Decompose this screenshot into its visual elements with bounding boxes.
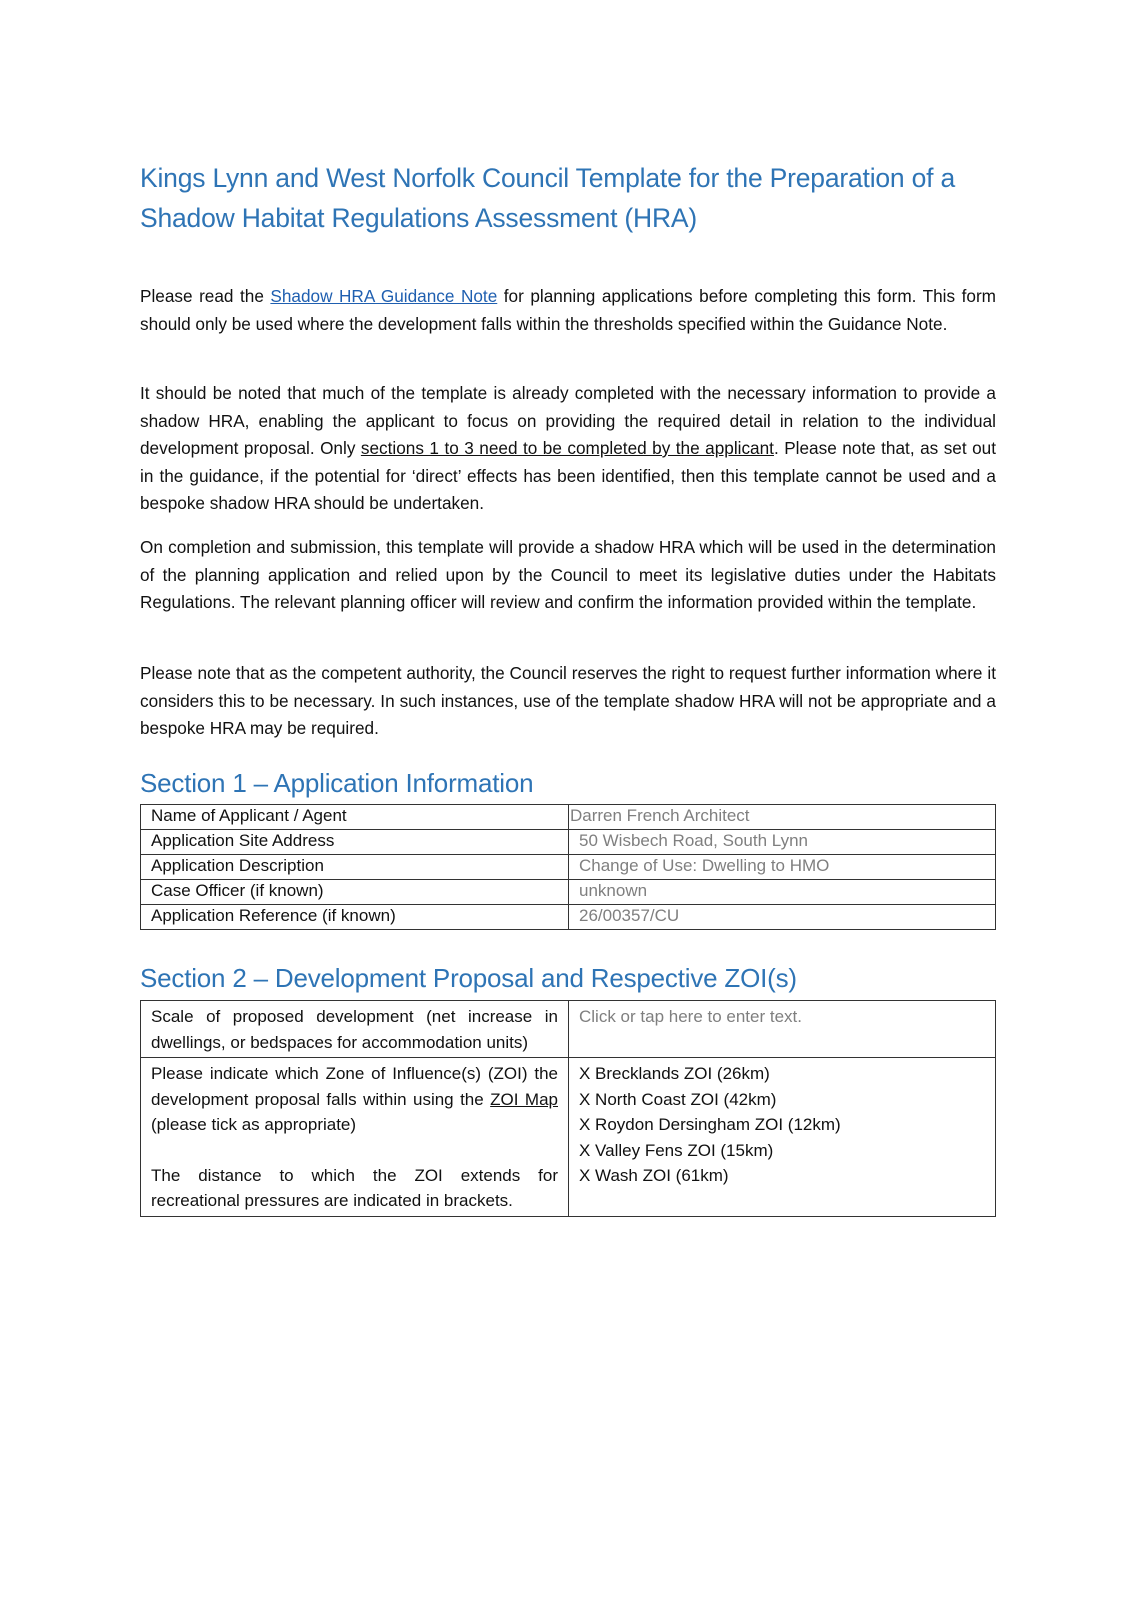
title-line-1: Kings Lynn and West Norfolk Council Template for the Preparation of a	[140, 163, 956, 193]
table-row	[141, 1001, 996, 1058]
applicant-field[interactable]: Darren French Architect	[569, 805, 996, 830]
section-1-heading: Section 1 – Application Information	[140, 768, 534, 798]
reference-field[interactable]: 26/00357/CU	[569, 905, 996, 930]
title-line-2: Shadow Habitat Regulations Assessment (HRA)	[140, 203, 697, 233]
text: It should be noted that much of the template is already completed with the necessary information to provide a shadow HRA, enabling the applicant to focus on providing the required detail in relation to the individual development proposal. Only	[140, 383, 996, 458]
description-field[interactable]: Change of Use: Dwelling to HMO	[569, 855, 996, 880]
case-officer-field[interactable]: unknown	[569, 880, 996, 905]
zoi-option-roydon-dersingham[interactable]: X Roydon Dersingham ZOI (12km)	[579, 1115, 841, 1134]
table-row	[141, 1058, 996, 1217]
zoi-label-cell	[141, 1058, 569, 1217]
intro-paragraph-3: On completion and submission, this template will provide a shadow HRA which will be used in the determination of the planning application and relied upon by the Council to meet its legislative duties under the Habitats Regulations. The relevant planning officer will review and confirm the information provided within the template.	[140, 537, 996, 612]
table-row	[141, 880, 996, 905]
scale-label: Scale of proposed development (net increase in dwellings, or bedspaces for accommodation units)	[141, 1001, 569, 1058]
table-row	[141, 855, 996, 880]
document-title	[140, 158, 1000, 238]
development-proposal-table	[140, 1000, 996, 1217]
zoi-option-valley-fens[interactable]: X Valley Fens ZOI (15km)	[579, 1140, 774, 1160]
site-address-label: Application Site Address	[141, 830, 569, 855]
intro-paragraph-1	[140, 283, 996, 338]
spacer	[151, 1138, 558, 1163]
table-row	[141, 805, 996, 830]
table-row	[141, 905, 996, 930]
text: for planning applications before completing this form. This form should only be used where the development falls within the thresholds specified within the Guidance Note.	[140, 286, 996, 334]
text: Please indicate which Zone of Influence(s) (ZOI) the development proposal falls within using the	[151, 1064, 558, 1109]
application-info-table	[140, 804, 996, 930]
shadow-hra-guidance-link[interactable]: Shadow HRA Guidance Note	[270, 286, 498, 306]
intro-paragraph-4: Please note that as the competent authority, the Council reserves the right to request further information where it considers this to be necessary. In such instances, use of the template shadow HRA will not be appropriate and a bespoke HRA may be required.	[140, 663, 996, 738]
zoi-options-cell	[569, 1058, 996, 1217]
zoi-option-wash[interactable]: X Wash ZOI (61km)	[579, 1166, 729, 1185]
zoi-option-north-coast[interactable]: X North Coast ZOI (42km)	[579, 1089, 777, 1109]
text: Please read the	[140, 286, 271, 306]
table-row	[141, 830, 996, 855]
section-2-heading: Section 2 – Development Proposal and Respective ZOI(s)	[140, 963, 797, 993]
site-address-field[interactable]: 50 Wisbech Road, South Lynn	[569, 830, 996, 855]
applicant-label: Name of Applicant / Agent	[141, 805, 569, 830]
zoi-map-link[interactable]: ZOI Map	[490, 1089, 558, 1109]
sections-note-underlined: sections 1 to 3 need to be completed by the applicant	[360, 438, 774, 458]
text: (please tick as appropriate)	[151, 1115, 357, 1134]
text: . Please note that, as set out in the guidance, if the potential for ‘direct’ effects has been identified, then this template cannot be used and a bespoke shadow HRA should be undertaken.	[140, 438, 996, 513]
zoi-option-brecklands[interactable]: X Brecklands ZOI (26km)	[579, 1064, 770, 1083]
description-label: Application Description	[141, 855, 569, 880]
zoi-note: The distance to which the ZOI extends for recreational pressures are indicated in brackets.	[151, 1165, 558, 1210]
intro-paragraph-2	[140, 380, 996, 518]
scale-field[interactable]: Click or tap here to enter text.	[569, 1001, 996, 1058]
reference-label: Application Reference (if known)	[141, 905, 569, 930]
case-officer-label: Case Officer (if known)	[141, 880, 569, 905]
